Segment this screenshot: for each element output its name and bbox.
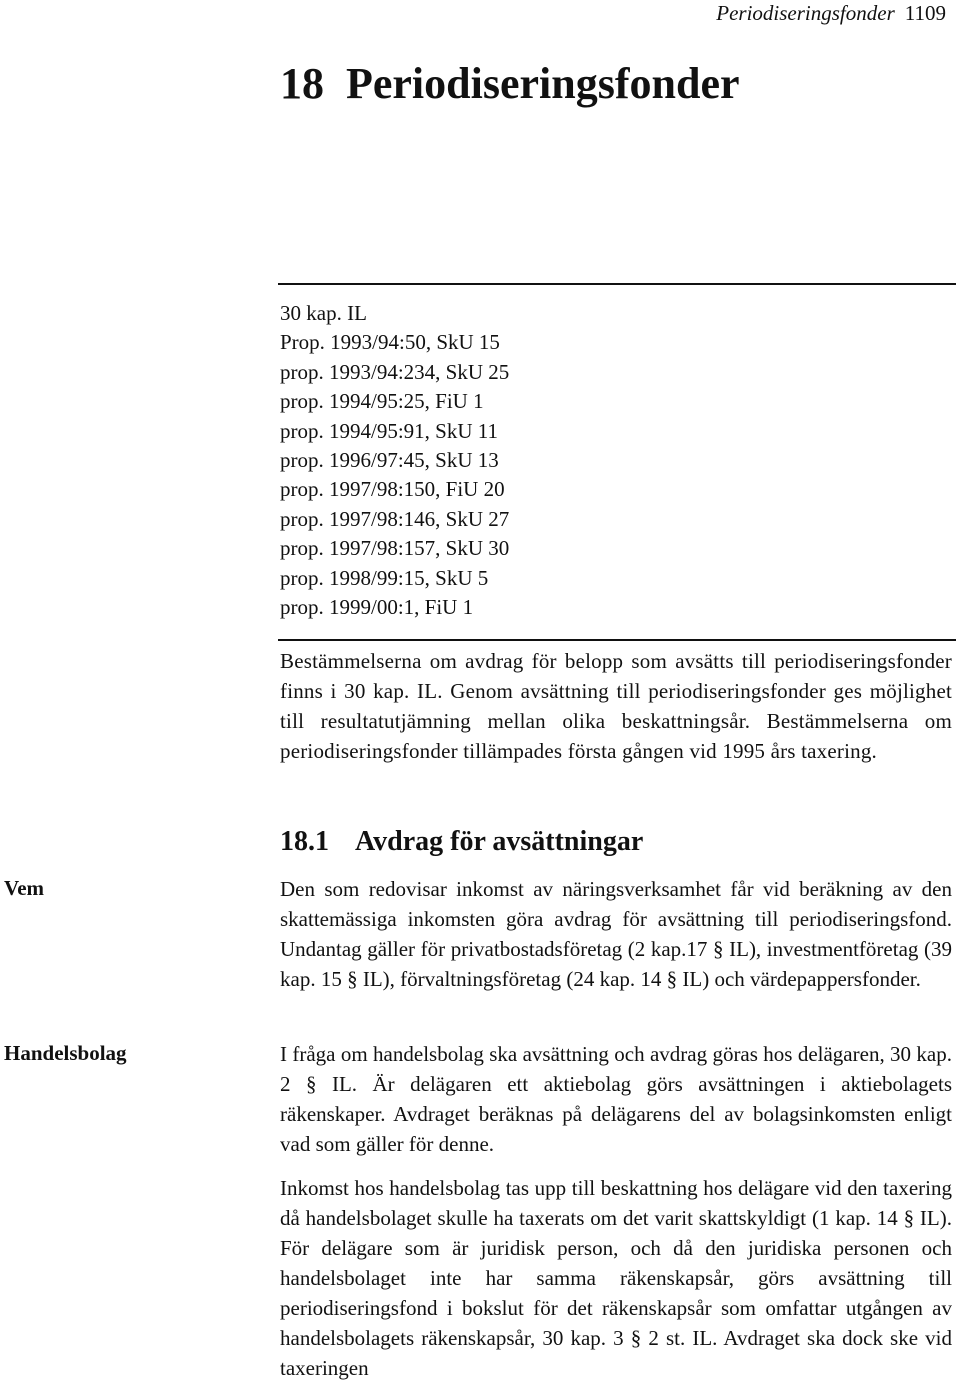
page-number: 1109 <box>904 1 946 25</box>
reference-item: prop. 1997/98:150, FiU 20 <box>280 477 505 502</box>
margin-label-handelsbolag: Handelsbolag <box>4 1041 127 1065</box>
reference-item: prop. 1997/98:146, SkU 27 <box>280 506 510 531</box>
paragraph-vem: Den som redovisar inkomst av näringsverksamhet får vid beräkning av den skattemässiga inkomsten göra avdrag för avsättning till periodiseringsfond. Undantag gäller för privatbostadsföretag (2 kap.17 § IL), investmentföretag (39 kap. 15 § IL), förvaltningsföretag (24 kap. 14 § IL) och värdepappersfonder. <box>280 877 952 991</box>
reference-item: prop. 1998/99:15, SkU 5 <box>280 565 489 590</box>
reference-item: prop. 1997/98:157, SkU 30 <box>280 536 510 561</box>
running-header <box>716 0 946 26</box>
reference-item: prop. 1999/00:1, FiU 1 <box>280 595 474 620</box>
references-bottom-rule <box>278 639 956 641</box>
reference-item: prop. 1993/94:234, SkU 25 <box>280 359 510 384</box>
paragraph-handelsbolag-2: Inkomst hos handelsbolag tas upp till beskattning hos delägare vid den taxering då handelsbolaget skulle ha taxerats om det varit skattskyldigt (1 kap. 14 § IL). För delägare som är juridisk person, och då den juridiska personen och handelsbolaget inte har samma räkenskapsår, görs avsättning till periodiseringsfond i bokslut för det räkenskapsår som omfattar utgången av handelsbolagets räkenskapsår, 30 kap. 3 § 2 st. IL. Avdraget ska dock ske vid taxeringen <box>280 1176 952 1380</box>
reference-item: Prop. 1993/94:50, SkU 15 <box>280 330 500 355</box>
reference-item: prop. 1996/97:45, SkU 13 <box>280 448 499 473</box>
chapter-number: 18 <box>280 59 324 108</box>
references-top-rule <box>278 283 956 285</box>
section-heading <box>280 823 643 861</box>
section-number: 18.1 <box>280 826 329 857</box>
paragraph-handelsbolag-1: I fråga om handelsbolag ska avsättning och avdrag göras hos delägaren, 30 kap. 2 § IL. Är delägaren ett aktiebolag görs avsättningen i aktiebolagets räkenskaper. Avdraget beräknas på delägarens del av bolagsinkomsten enligt vad som gäller för denne. <box>280 1042 952 1156</box>
reference-item: prop. 1994/95:25, FiU 1 <box>280 389 484 414</box>
chapter-title: Periodiseringsfonder <box>346 59 740 108</box>
reference-item: 30 kap. IL <box>280 301 367 325</box>
section-title: Avdrag för avsättningar <box>355 826 644 857</box>
chapter-heading <box>280 58 740 110</box>
references-list <box>280 299 780 622</box>
reference-item: prop. 1994/95:91, SkU 11 <box>280 418 498 443</box>
intro-paragraph: Bestämmelserna om avdrag för belopp som avsätts till periodiseringsfonder finns i 30 kap. IL. Genom avsättning till periodiseringsfonder ges möjlighet till resultatutjämning mellan olika beskattningsår. Bestämmelserna om periodiseringsfonder tillämpades första gången vid 1995 års taxering. <box>280 649 952 763</box>
margin-label-vem: Vem <box>4 876 45 900</box>
running-title: Periodiseringsfonder <box>716 1 895 25</box>
